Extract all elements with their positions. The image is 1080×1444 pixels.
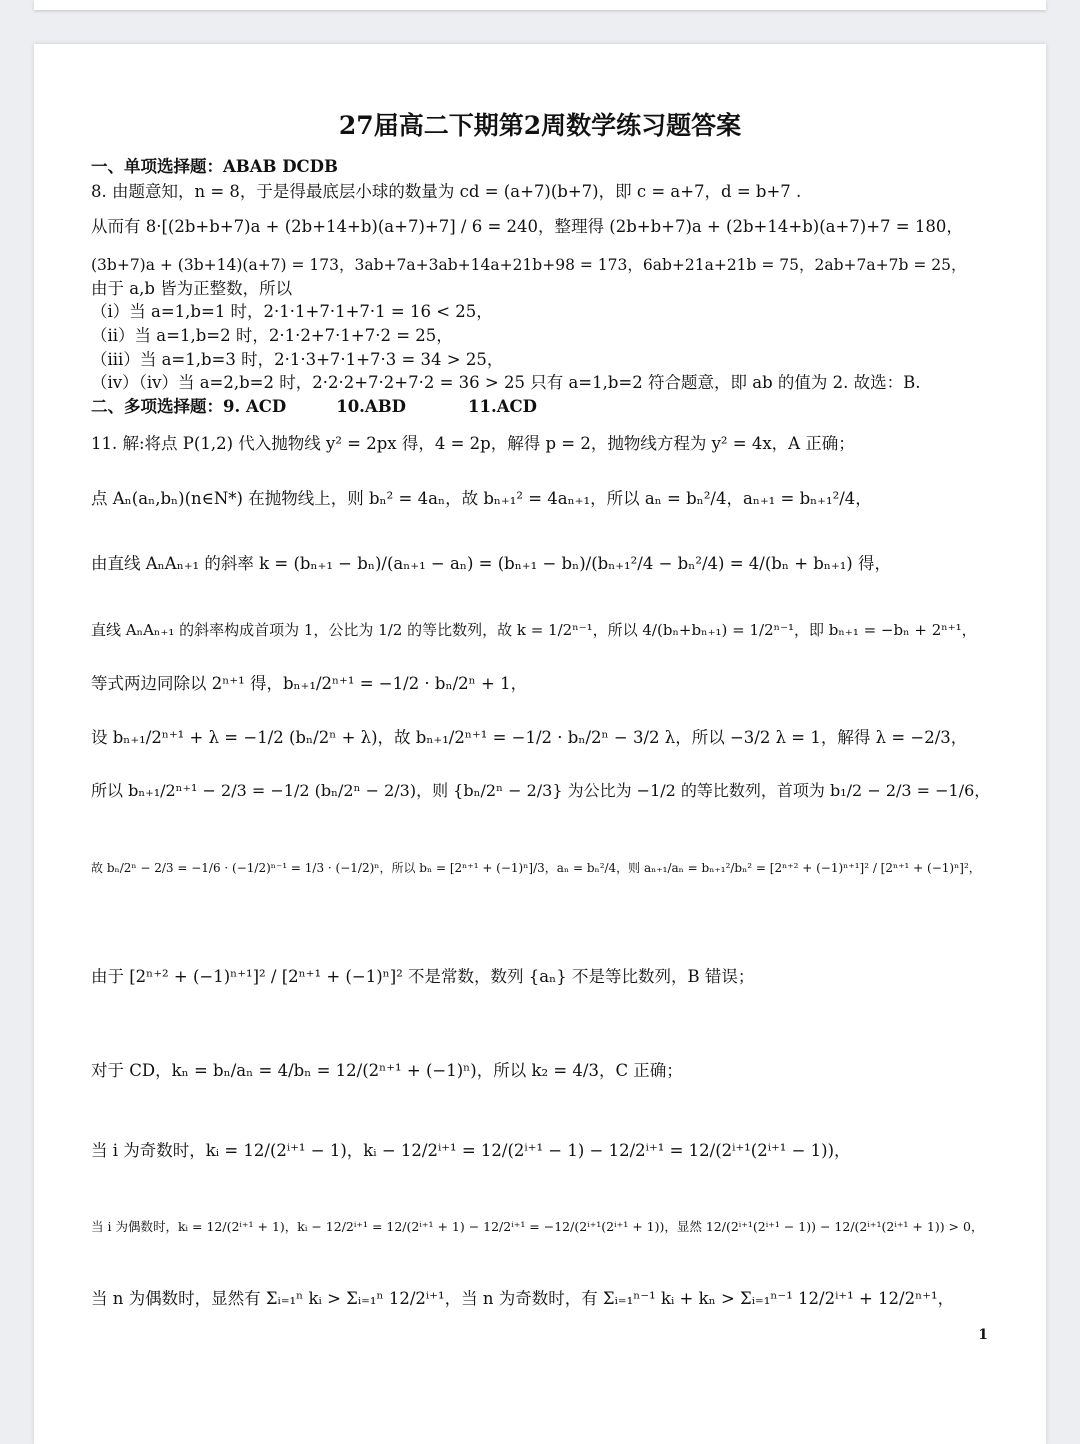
q11-line-1: 11. 解:将点 P(1,2) 代入抛物线 y² = 2px 得，4 = 2p，解得 p = 2，抛物线方程为 y² = 4x，A 正确； (91, 434, 855, 453)
section-1-heading: 一、单项选择题：ABAB DCDB (91, 157, 338, 176)
q11-line-3: 由直线 AₙAₙ₊₁ 的斜率 k = (bₙ₊₁ − bₙ)/(aₙ₊₁ − aₙ) = (bₙ₊₁ − bₙ)/(bₙ₊₁²/4 − bₙ²/4) = 4/(bₙ + bₙ₊₁) 得， (91, 554, 891, 573)
section-2-prefix: 二、多项选择题：9. ACD (91, 397, 287, 416)
q11-line-7: 所以 bₙ₊₁/2ⁿ⁺¹ − 2/3 = −1/2 (bₙ/2ⁿ − 2/3)，则 {bₙ/2ⁿ − 2/3} 为公比为 −1/2 的等比数列，首项为 b₁/2 − 2/3 = −1/6， (91, 781, 991, 800)
q8-line-6: （ii）当 a=1,b=2 时，2·1·2+7·1+7·2 = 25， (91, 326, 453, 345)
q11-line-9: 由于 [2ⁿ⁺² + (−1)ⁿ⁺¹]² / [2ⁿ⁺¹ + (−1)ⁿ]² 不是常数，数列 {aₙ} 不是等比数列，B 错误； (91, 967, 755, 986)
q11-line-11: 当 i 为奇数时，kᵢ = 12/(2ⁱ⁺¹ − 1)，kᵢ − 12/2ⁱ⁺¹ = 12/(2ⁱ⁺¹ − 1) − 12/2ⁱ⁺¹ = 12/(2ⁱ⁺¹(2ⁱ⁺¹ − 1))， (91, 1141, 851, 1160)
q8-line-4: 由于 a,b 皆为正整数，所以 (91, 279, 293, 298)
q11-line-4: 直线 AₙAₙ₊₁ 的斜率构成首项为 1，公比为 1/2 的等比数列，故 k = 1/2ⁿ⁻¹，所以 4/(bₙ+bₙ₊₁) = 1/2ⁿ⁻¹，即 bₙ₊₁ = −bₙ + 2ⁿ⁺¹， (91, 621, 977, 639)
q11-line-2: 点 Aₙ(aₙ,bₙ)(n∈N*) 在抛物线上，则 bₙ² = 4aₙ，故 bₙ₊₁² = 4aₙ₊₁，所以 aₙ = bₙ²/4，aₙ₊₁ = bₙ₊₁²/4， (91, 489, 872, 508)
q11-line-12: 当 i 为偶数时，kᵢ = 12/(2ⁱ⁺¹ + 1)，kᵢ − 12/2ⁱ⁺¹ = 12/(2ⁱ⁺¹ + 1) − 12/2ⁱ⁺¹ = −12/(2ⁱ⁺¹(2ⁱ⁺¹ + 1))，显然 12/(2ⁱ⁺¹(2ⁱ⁺¹ − 1)) − 12/(2ⁱ⁺¹(2ⁱ⁺¹ + 1)) > 0， (91, 1219, 984, 1234)
answer-10: 10.ABD (336, 397, 406, 416)
q11-line-10: 对于 CD，kₙ = bₙ/aₙ = 4/bₙ = 12/(2ⁿ⁺¹ + (−1)ⁿ)，所以 k₂ = 4/3，C 正确； (91, 1061, 683, 1080)
document-page (34, 44, 1046, 1444)
answer-11: 11.ACD (467, 397, 537, 416)
q11-line-5: 等式两边同除以 2ⁿ⁺¹ 得，bₙ₊₁/2ⁿ⁺¹ = −1/2 · bₙ/2ⁿ + 1， (91, 674, 528, 693)
q8-line-8: （iv）（iv）当 a=2,b=2 时，2·2·2+7·2+7·2 = 36 > 25 只有 a=1,b=2 符合题意，即 ab 的值为 2. 故选：B. (91, 373, 921, 392)
q8-line-1: 8. 由题意知，n = 8，于是得最底层小球的数量为 cd = (a+7)(b+7)，即 c = a+7，d = b+7 . (91, 182, 802, 201)
previous-page-edge (34, 0, 1046, 10)
q8-line-5: （i）当 a=1,b=1 时，2·1·1+7·1+7·1 = 16 < 25， (91, 302, 493, 321)
q11-line-8: 故 bₙ/2ⁿ − 2/3 = −1/6 · (−1/2)ⁿ⁻¹ = 1/3 · (−1/2)ⁿ，所以 bₙ = [2ⁿ⁺¹ + (−1)ⁿ]/3，aₙ = bₙ²/4，则 aₙ₊₁/aₙ = bₙ₊₁²/bₙ² = [2ⁿ⁺² + (−1)ⁿ⁺¹]² / [2ⁿ⁺¹ + (−1)ⁿ]²， (91, 861, 981, 875)
page-number: 1 (978, 1327, 988, 1343)
q8-line-7: （iii）当 a=1,b=3 时，2·1·3+7·1+7·3 = 34 > 25， (91, 350, 504, 369)
page-title: 27届高二下期第2周数学练习题答案 (338, 111, 742, 140)
q8-line-2: 从而有 8·[(2b+b+7)a + (2b+14+b)(a+7)+7] / 6 = 240，整理得 (2b+b+7)a + (2b+14+b)(a+7)+7 = 180， (91, 217, 963, 236)
q8-line-3: (3b+7)a + (3b+14)(a+7) = 173，3ab+7a+3ab+14a+21b+98 = 173，6ab+21a+21b = 75，2ab+7a+7b = 25， (91, 256, 967, 274)
section-2-heading (91, 397, 537, 417)
q11-line-13: 当 n 为偶数时，显然有 Σᵢ₌₁ⁿ kᵢ > Σᵢ₌₁ⁿ 12/2ⁱ⁺¹，当 n 为奇数时，有 Σᵢ₌₁ⁿ⁻¹ kᵢ + kₙ > Σᵢ₌₁ⁿ⁻¹ 12/2ⁱ⁺¹ + 12/2ⁿ⁺¹， (91, 1289, 955, 1308)
q11-line-6: 设 bₙ₊₁/2ⁿ⁺¹ + λ = −1/2 (bₙ/2ⁿ + λ)，故 bₙ₊₁/2ⁿ⁺¹ = −1/2 · bₙ/2ⁿ − 3/2 λ，所以 −3/2 λ = 1，解得 λ = −2/3， (91, 728, 968, 747)
